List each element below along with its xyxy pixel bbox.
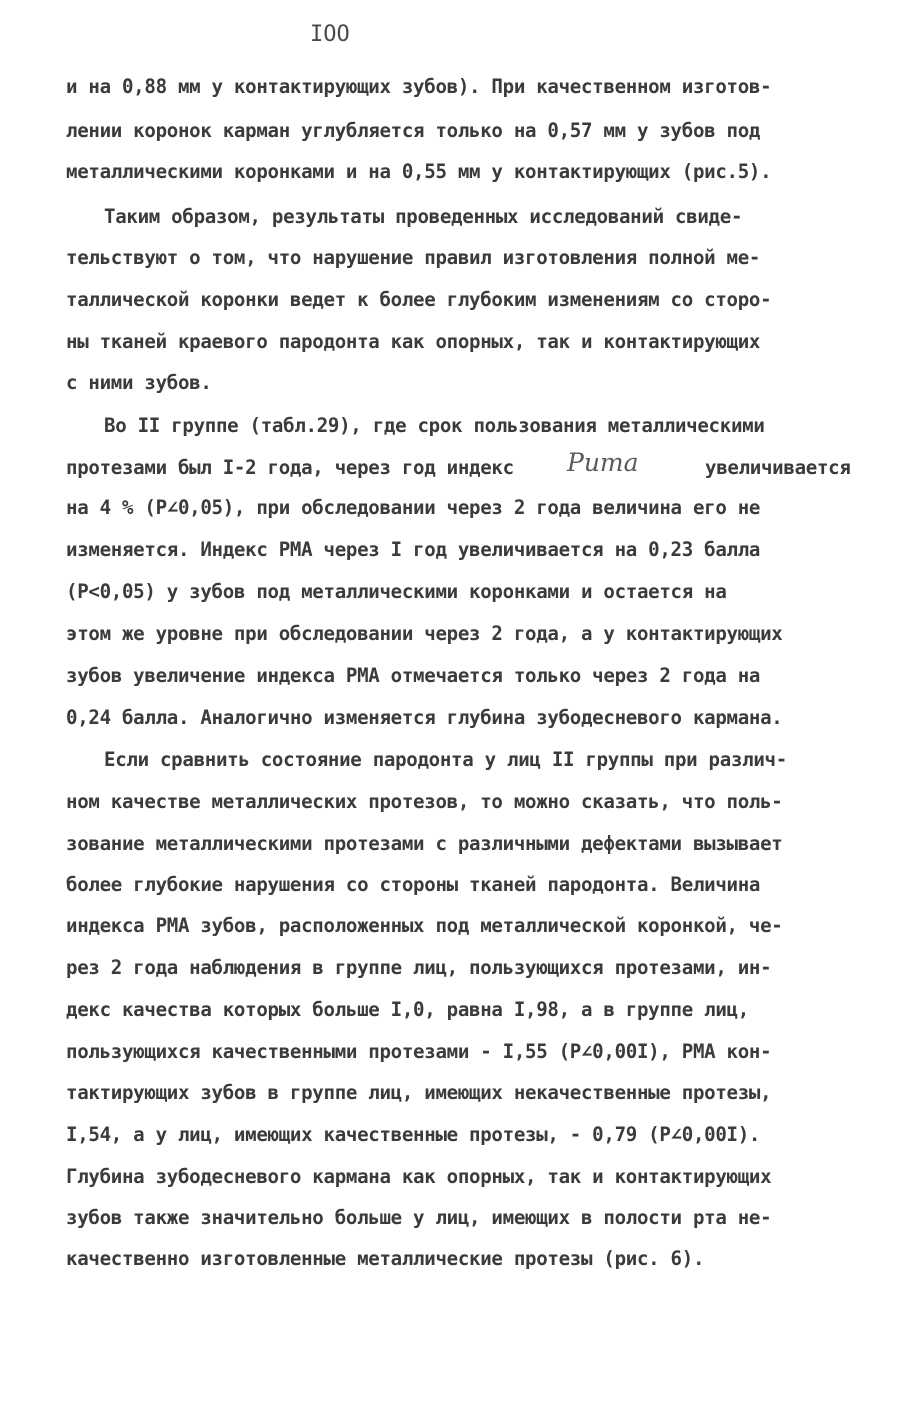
- text-line-9: Во II группе (табл.29), где срок пользования металлическими: [104, 414, 765, 437]
- text-line-27: Глубина зубодесневого кармана как опорных, так и контактирующих: [66, 1165, 772, 1188]
- text-line-3: металлическими коронками и на 0,55 мм у контактирующих (рис.5).: [66, 160, 772, 183]
- text-line-18: ном качестве металлических протезов, то можно сказать, что поль-: [66, 790, 783, 813]
- text-line-28: зубов также значительно больше у лиц, имеющих в полости рта не-: [66, 1206, 772, 1229]
- text-line-7: ны тканей краевого пародонта как опорных, так и контактирующих: [66, 330, 761, 353]
- text-line-6: таллической коронки ведет к более глубоким изменениям со сторо-: [66, 288, 772, 311]
- text-line-21: индекса РМА зубов, расположенных под металлической коронкой, че-: [66, 914, 783, 937]
- text-line-16: 0,24 балла. Аналогично изменяется глубина зубодесневого кармана.: [66, 706, 783, 729]
- text-line-12: изменяется. Индекс РМА через I год увеличивается на 0,23 балла: [66, 538, 761, 561]
- text-line-29: качественно изготовленные металлические протезы (рис. 6).: [66, 1247, 705, 1270]
- text-line-10b: увеличивается: [705, 456, 851, 479]
- text-line-19: зование металлическими протезами с различными дефектами вызывает: [66, 832, 783, 855]
- text-line-5: тельствуют о том, что нарушение правил изготовления полной ме-: [66, 246, 761, 269]
- text-line-17: Если сравнить состояние пародонта у лиц II группы при различ-: [104, 748, 787, 771]
- text-line-11: на 4 % (P∠0,05), при обследовании через 2 года величина его не: [66, 496, 761, 519]
- text-line-22: рез 2 года наблюдения в группе лиц, пользующихся протезами, ин-: [66, 956, 772, 979]
- text-line-10a: протезами был I-2 года, через год индекс: [66, 456, 514, 479]
- text-line-1: и на 0,88 мм у контактирующих зубов). При качественном изготов-: [66, 75, 772, 98]
- text-line-8: с ними зубов.: [66, 371, 212, 394]
- text-line-14: этом же уровне при обследовании через 2 года, а у контактирующих: [66, 622, 783, 645]
- text-line-25: тактирующих зубов в группе лиц, имеющих некачественные протезы,: [66, 1081, 772, 1104]
- text-line-20: более глубокие нарушения со стороны тканей пародонта. Величина: [66, 873, 761, 896]
- text-line-2: лении коронок карман углубляется только на 0,57 мм у зубов под: [66, 119, 761, 142]
- text-line-26: I,54, а у лиц, имеющих качественные протезы, - 0,79 (P∠0,00I).: [66, 1123, 761, 1146]
- text-line-4: Таким образом, результаты проведенных исследований свиде-: [104, 205, 743, 228]
- page-number: IOO: [310, 22, 350, 47]
- text-line-15: зубов увеличение индекса РМА отмечается только через 2 года на: [66, 664, 761, 687]
- handwritten-index: Рита: [567, 448, 639, 477]
- text-line-24: пользующихся качественными протезами - I,55 (P∠0,00I), РМА кон-: [66, 1040, 772, 1063]
- text-line-13: (P<0,05) у зубов под металлическими коронками и остается на: [66, 580, 727, 603]
- text-line-23: декс качества которых больше I,0, равна I,98, а в группе лиц,: [66, 998, 749, 1021]
